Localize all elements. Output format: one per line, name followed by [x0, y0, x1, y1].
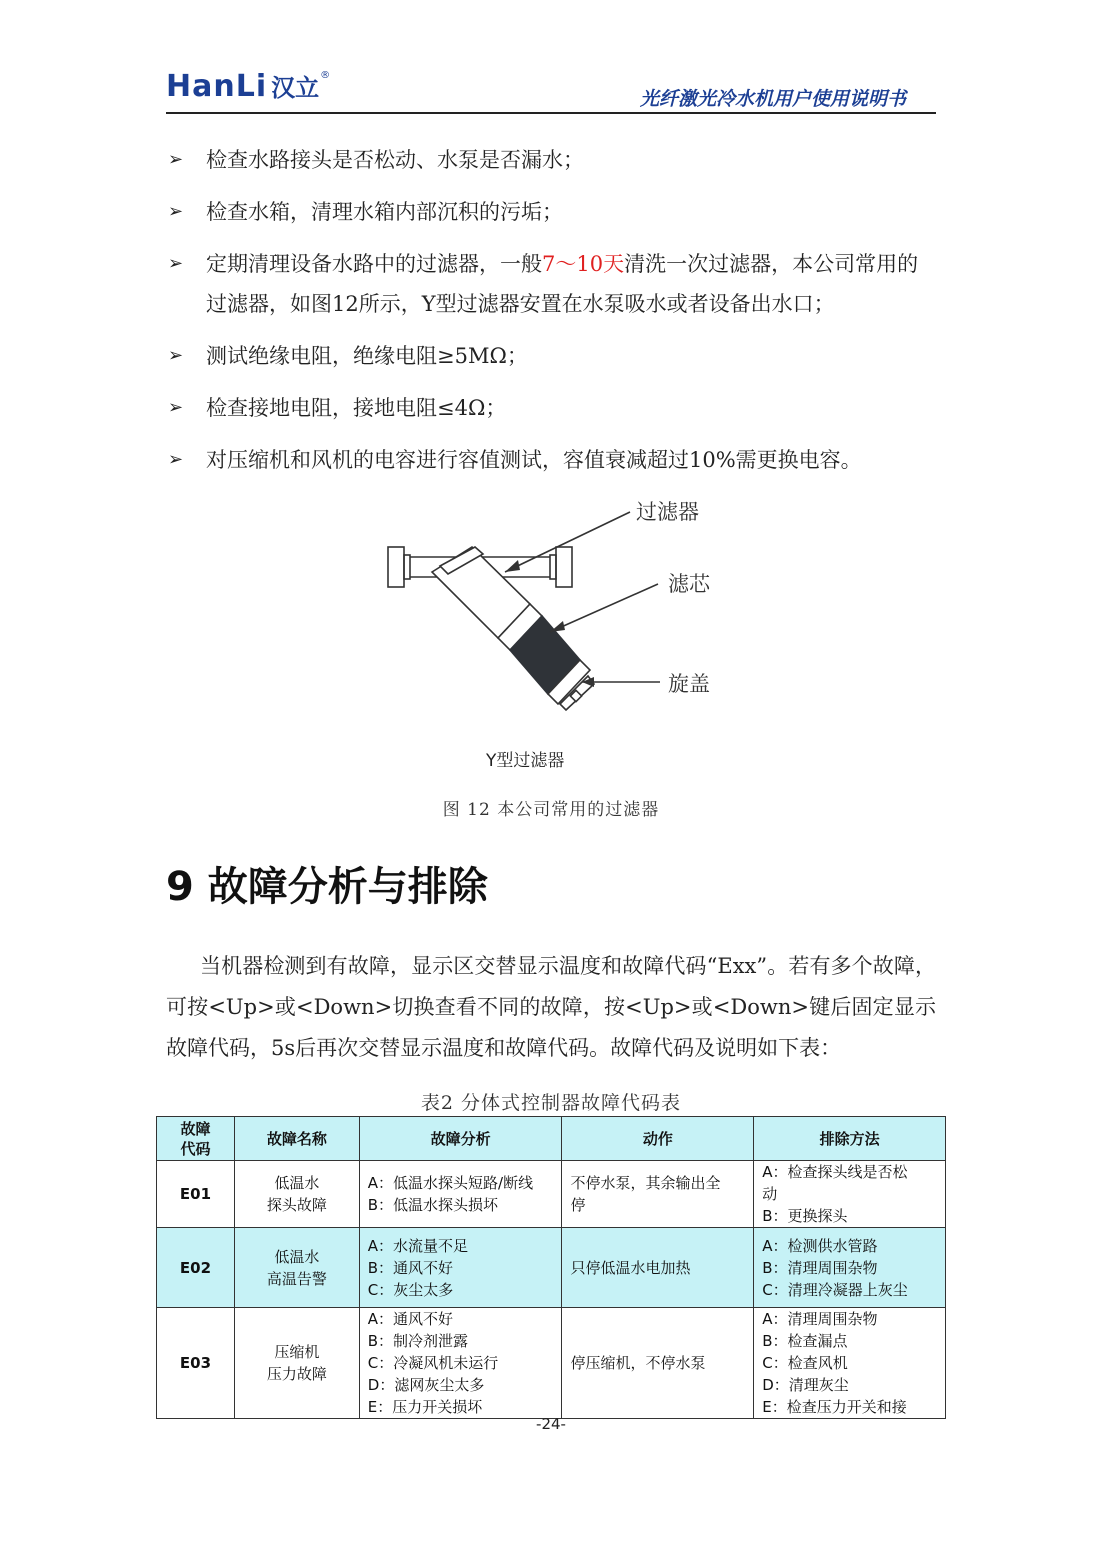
label-filter-core: 滤芯: [668, 572, 710, 596]
fault-name-cell: 低温水 探头故障: [234, 1161, 359, 1228]
bullet-item: [166, 140, 936, 180]
table-row: [157, 1308, 946, 1419]
figure-caption: 图 12 本公司常用的过滤器: [442, 800, 660, 820]
fix-method-cell: A：清理周围杂物 B：检查漏点 C：检查风机 D：清理灰尘 E：检查压力开关和接: [754, 1308, 946, 1419]
table-row: [157, 1228, 946, 1308]
arrow-bullet-icon: ➢: [168, 397, 184, 418]
arrow-bullet-icon: ➢: [168, 345, 184, 366]
bullet-text: 测试绝缘电阻，绝缘电阻≥5MΩ；: [206, 344, 528, 368]
logo-latin-text: HanLi: [166, 69, 268, 104]
action-cell: 不停水泵，其余输出全 停: [562, 1161, 754, 1228]
highlight-interval: 7～10天: [542, 252, 625, 276]
hanli-logo: [166, 68, 330, 104]
arrow-bullet-icon: ➢: [168, 201, 184, 222]
arrow-bullet-icon: ➢: [168, 149, 184, 170]
bullet-text: 检查水路接头是否松动、水泵是否漏水；: [206, 148, 584, 172]
bullet-text: 对压缩机和风机的电容进行容值测试，容值衰减超过10%需更换电容。: [206, 448, 862, 472]
fault-analysis-cell: A：通风不好 B：制冷剂泄露 C：冷凝风机未运行 D：滤网灰尘太多 E：压力开关损坏: [359, 1308, 562, 1419]
section-paragraph: 当机器检测到有故障，显示区交替显示温度和故障代码“Exx”。若有多个故障，可按<Up>或<Down>切换查看不同的故障，按<Up>或<Down>键后固定显示故障代码，5s后再次交替显示温度和故障代码。故障代码及说明如下表：: [166, 954, 936, 1060]
fault-code-table: [156, 1116, 946, 1419]
logo-chinese-text: 汉立: [271, 73, 320, 102]
figure-image-caption: Y型过滤器: [486, 751, 565, 771]
header-fix-method: 排除方法: [754, 1117, 946, 1161]
registered-mark: ®: [320, 70, 331, 81]
header-fault-name: 故障名称: [234, 1117, 359, 1161]
action-cell: 停压缩机，不停水泵: [562, 1308, 754, 1419]
page-header: [166, 64, 936, 114]
y-filter-drawing: [380, 492, 720, 752]
label-screw-cap: 旋盖: [668, 672, 710, 696]
bullet-text: 检查接地电阻，接地电阻≤4Ω；: [206, 396, 507, 420]
bullet-text: 检查水箱，清理水箱内部沉积的污垢；: [206, 200, 563, 224]
header-fault-code: 故障 代码: [157, 1117, 235, 1161]
fault-name-cell: 低温水 高温告警: [234, 1228, 359, 1308]
section-title: 9 故障分析与排除: [166, 864, 488, 910]
fault-code-cell: E02: [157, 1228, 235, 1308]
header-action: 动作: [562, 1117, 754, 1161]
fault-analysis-cell: A：低温水探头短路/断线 B：低温水探头损坏: [359, 1161, 562, 1228]
maintenance-bullet-list: [166, 140, 936, 492]
arrow-bullet-icon: ➢: [168, 449, 184, 470]
bullet-text-end: 清洗一次过滤器，本公司常用的过滤器，如图12所示，Y型过滤器安置在水泵吸水或者设备出水口；: [206, 252, 919, 316]
bullet-item: [166, 440, 936, 480]
fault-code-cell: E01: [157, 1161, 235, 1228]
bullet-item: [166, 336, 936, 376]
header-fault-analysis: 故障分析: [359, 1117, 562, 1161]
bullet-text-start: 定期清理设备水路中的过滤器，一般: [206, 252, 542, 276]
table-row: [157, 1161, 946, 1228]
table-caption: 表2 分体式控制器故障代码表: [420, 1092, 682, 1114]
fault-analysis-cell: A：水流量不足 B：通风不好 C：灰尘太多: [359, 1228, 562, 1308]
bullet-text: [206, 244, 936, 324]
bullet-item: [166, 192, 936, 232]
fix-method-cell: A：检测供水管路 B：清理周围杂物 C：清理冷凝器上灰尘: [754, 1228, 946, 1308]
y-filter-figure: [380, 492, 720, 752]
bullet-item: [166, 388, 936, 428]
fault-code-cell: E03: [157, 1308, 235, 1419]
bullet-item: [166, 244, 936, 324]
fault-name-cell: 压缩机 压力故障: [234, 1308, 359, 1419]
page-number: -24-: [536, 1415, 566, 1433]
table-header-row: [157, 1117, 946, 1161]
action-cell: 只停低温水电加热: [562, 1228, 754, 1308]
document-title: 光纤激光冷水机用户使用说明书: [639, 88, 906, 110]
fix-method-cell: A：检查探头线是否松 动 B：更换探头: [754, 1161, 946, 1228]
label-filter: 过滤器: [636, 500, 699, 524]
arrow-bullet-icon: ➢: [168, 253, 184, 274]
